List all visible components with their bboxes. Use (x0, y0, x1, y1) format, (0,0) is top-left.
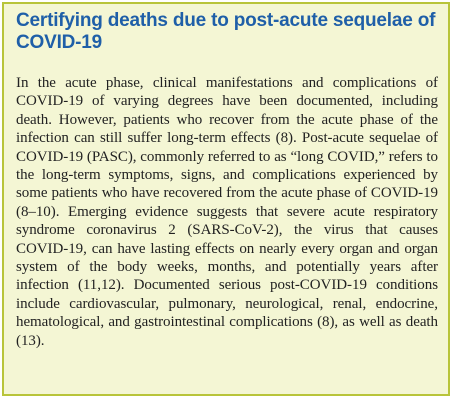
box-paragraph: In the acute phase, clinical manifestations and complications of COVID-19 of varying degrees have been documented, including death. However, patients who recover from the acute phase of the infection can still suffer long-term effects (8). Post-acute sequelae of COVID-19 (PASC), commonly referred to as “long COVID,” refers to the long-term symptoms, signs, and complications experienced by some patients who have recovered from the acute phase of COVID-19 (8–10). Emerging evidence suggests that severe acute respiratory syndrome coronavirus 2 (SARS-CoV-2), the virus that causes COVID-19, can have lasting effects on nearly every organ and organ system of the body weeks, months, and potentially years after infection (11,12). Documented serious post-COVID-19 conditions include cardiovascular, pulmonary, neurological, renal, endocrine, hematological, and gastrointestinal complications (8), as well as death (13). (16, 75, 438, 349)
box-title: Certifying deaths due to post-acute sequelae of COVID-19 (16, 10, 436, 53)
sidebar-box (2, 2, 450, 396)
